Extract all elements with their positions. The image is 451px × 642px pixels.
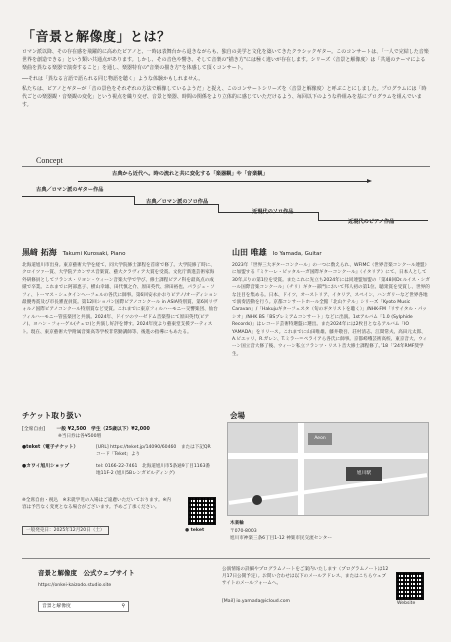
arrow-right-icon	[367, 179, 372, 183]
timeline-step-2	[218, 204, 219, 212]
contact-mail[interactable]: [Mail] io.yamada@icloud.com	[222, 599, 290, 604]
timeline-line-1	[22, 196, 134, 197]
concept-item-3: 近現代のソロ作品	[252, 209, 294, 215]
performer-romaji: Io Yamada, Guitar	[272, 251, 322, 257]
timeline-arrow-line	[78, 181, 368, 182]
price-line: 一般 ¥2,500 学生（25歳以下）¥2,000	[56, 427, 150, 432]
performer-name-jp: 山田 唯雄	[232, 248, 267, 257]
concept-divider	[22, 166, 430, 167]
vendor-teket-info[interactable]: [URL] https://teket.jp/14090/60460 または下記QRコード「Teket」より	[96, 445, 211, 457]
concept-caption: 古典から近代へ。時の流れと共に変化する「楽器観」や「音楽観」	[112, 171, 268, 177]
performer-name-guitar	[232, 247, 322, 258]
price-note: ※当日券は各¥500増	[58, 434, 102, 439]
performer-bio-piano: 北海道旭川市出身。東京藝術大学を経て、同大学院修士課程を首席で修了。大学院修了時に、クロイツァー賞、大学院アカンサス音楽賞、藝大クラヴィア大賞を受賞。文化庁新進芸術家海外研修員としてフランス・リヨン・ウィーン音楽大学で学び、修士課程ピアノ科を最高点の成績で卒業。これまでに阿部恵子、横山幸雄、田代慎之介、原田英代、津田裕也、パラジュ・ソフィ、トーマス・シュタインヘーフェルの各氏に師事。第6回安永かおりピアノ/オーディション最優秀賞及び市長審査員賞。第12回ショパン国際ピアノコンクール in ASIA特別賞、第6回リヴォルノ国際ピアノコンクール特別賞など受賞。これまでに東京フィルハーモニー交響楽団、仙台フィルハーモニー管弦楽団と共演。2024年、ドイツのウーゼドム音楽祭にて原田英代(ピアノ)、ヨハン・フォーゲル(チェロ)と共演し好評を博す。2024年度より藝東堂支援アーティスト。現在、東京藝術大学附属音楽高等学校非常勤講師等、後進の指導にもあたる。	[22, 263, 218, 335]
intro-paragraph: ──それは「異なる言語で語られる同じ物語を聴く」ような体験かもしれません。	[22, 75, 204, 82]
vendor-teket: ●teket（電子チケット）	[22, 445, 79, 450]
page-title: 「音景と解像度」とは？	[22, 30, 171, 45]
concept-item-2: 古典／ロマン派のソロ作品	[146, 199, 209, 205]
timeline-step-1	[134, 196, 135, 204]
presale-date: 一般発売日：2025年12月20日（土）	[22, 526, 109, 535]
ticket-notes: ※全席自由・税込 ※未就学児の入場はご遠慮いただいております。※内容は予告なく変更となる場合がございます。予めご了承ください。	[22, 498, 171, 510]
timeline-step-3	[318, 212, 319, 220]
performer-name-piano	[22, 247, 125, 258]
teket-qr-code[interactable]	[188, 497, 216, 525]
performer-bio-guitar: 2023年「世界三大ギターコンクール」の一つに数えられ、WFIMC（世界音楽コンクール連盟）に加盟する『ミケーレ・ピッタルーガ国際ギターコンクール』（イタリア）にて、日本人として30年ぶりの第1位を受賞。またこれに先立ち2024年には同連盟加盟の「第48回Dr.ルイス・シガール国際音楽コンクール」（チリ）ギター部門において邦人初の第1位、聴衆賞を受賞し、世界的な注目を集める。日本、ドイツ、オーストリア、イタリア、スペイン、ハンガリーなど世界各地で演奏活動を行う。京都コンサートホール全館「北山ケテル」シリーズ「Kyoto Music Caravan」/「Hakujuギターフェスタ（旬のギタリストを聴く）」/NHK-FM「リサイタル・パッシオ」/NHK BS「BSプレミアムコンサート」などに出演。1stアルバム「1.0 (Sylphide Records)」はレコード芸術特選盤に選出。また2024年には2枚目となるアルバム「IO YAMADA」をリリース。これまでに山田唯雄、藤井敬吾、荘村清志、江間常夫、高田元太郎、A.ピエッリ、R.ガレン、T.ミラー＝ペライアら各氏に師事。京都嵯峨芸術高校、東京音大、ウィーン国立音大修了後、ウィーン私立フランツ・リスト音大修士課程修了。’18「’24年RMF奨学生。	[232, 263, 430, 357]
teket-logo: ● teket	[185, 528, 205, 533]
performer-romaji: Takumi Kurosaki, Piano	[62, 251, 126, 257]
venue-heading: 会場	[230, 411, 245, 420]
footer-divider	[22, 558, 430, 559]
timeline-line-4	[318, 220, 428, 221]
performer-name-jp: 黒﨑 拓海	[22, 248, 57, 257]
site-url[interactable]: https://onkei-kaizodo.studio.site	[38, 583, 112, 588]
map-aeon-label: Aeon	[308, 433, 332, 445]
intro-paragraph: 私たちは、ピアノとギターが「音の景色をそれぞれの方法で解像しているようだ」と捉え、このコンサートシリーズを〈音景と解像度〉と呼ぶことにしました。プログラムには「時代ごとの楽器観・音楽観の変化」という視点を織り交ぜ、音景と楽器、時間の関係をより立体的に感じていただけるよう、毎回以下のような枠組みを基にプログラムを組んでいます。	[22, 85, 427, 109]
venue-address: 旭川市神楽三条6丁目1-12 神楽市民交流センター	[230, 536, 332, 541]
intro-text	[22, 48, 430, 111]
seat-type: [全席自由]	[22, 427, 45, 432]
intro-paragraph: ロマン派以降、その存在感を飛躍的に高めたピアノと、一時は表舞台から退きながらも、独自の美学と文化を築いてきたクラシックギター。このコンサートは、「一人で完結した音楽世界を創造できる」という類い共通点があります。しかし、その音色や響き、そして音楽の"描き方"には極く違いが存在します。シリーズ〈音景と解像度〉は「共通のテーマによる楽曲を異なる楽器で演奏すること」を通し、楽器特有の"音楽の描き方"を体感して頂くコンサート。	[22, 49, 429, 72]
concept-item-1: 古典／ロマン派のギター作品	[36, 187, 104, 193]
venue-map[interactable]	[227, 422, 429, 516]
venue-postal: 〒070-8003	[230, 529, 257, 534]
vendor-kawai-info: tel: 0166-22-7461 北海道旭川市5条通9丁目1163番地11F-2 (旭川5Bレンガビルディング)	[96, 464, 211, 476]
map-station-label: 旭川駅	[346, 467, 382, 481]
map-road	[228, 453, 428, 459]
timeline-line-2	[134, 204, 218, 205]
map-road	[298, 423, 304, 515]
tickets-heading: チケット取り扱い	[22, 411, 82, 420]
venue-name: 木楽輪	[230, 521, 244, 526]
concept-heading: Concept	[36, 156, 63, 165]
search-text: 音景と解像度	[42, 604, 71, 609]
vendor-kawai: ●カワイ旭川ショップ	[22, 464, 70, 469]
website-qr-code[interactable]	[396, 572, 424, 600]
site-title: 音景と解像度 公式ウェブサイト	[38, 569, 135, 577]
ticket-prices	[22, 426, 218, 433]
teket-label: teket	[190, 528, 205, 533]
timeline-line-3	[218, 212, 318, 213]
contact-text: 公演情報の詳細やプログラムノートをご案内いたします（プログラムノートは12月17日公開予定）。お問い合わせは以下のメールアドレス、またはこちらウェブサイトのメールフォームへ。	[222, 567, 389, 586]
search-icon: ⚲	[121, 604, 125, 609]
venue-pin-icon	[252, 495, 262, 505]
concept-item-4: 近現代のピアノ作品	[348, 219, 395, 225]
search-box[interactable]	[38, 601, 129, 612]
website-label: Website	[397, 601, 416, 606]
